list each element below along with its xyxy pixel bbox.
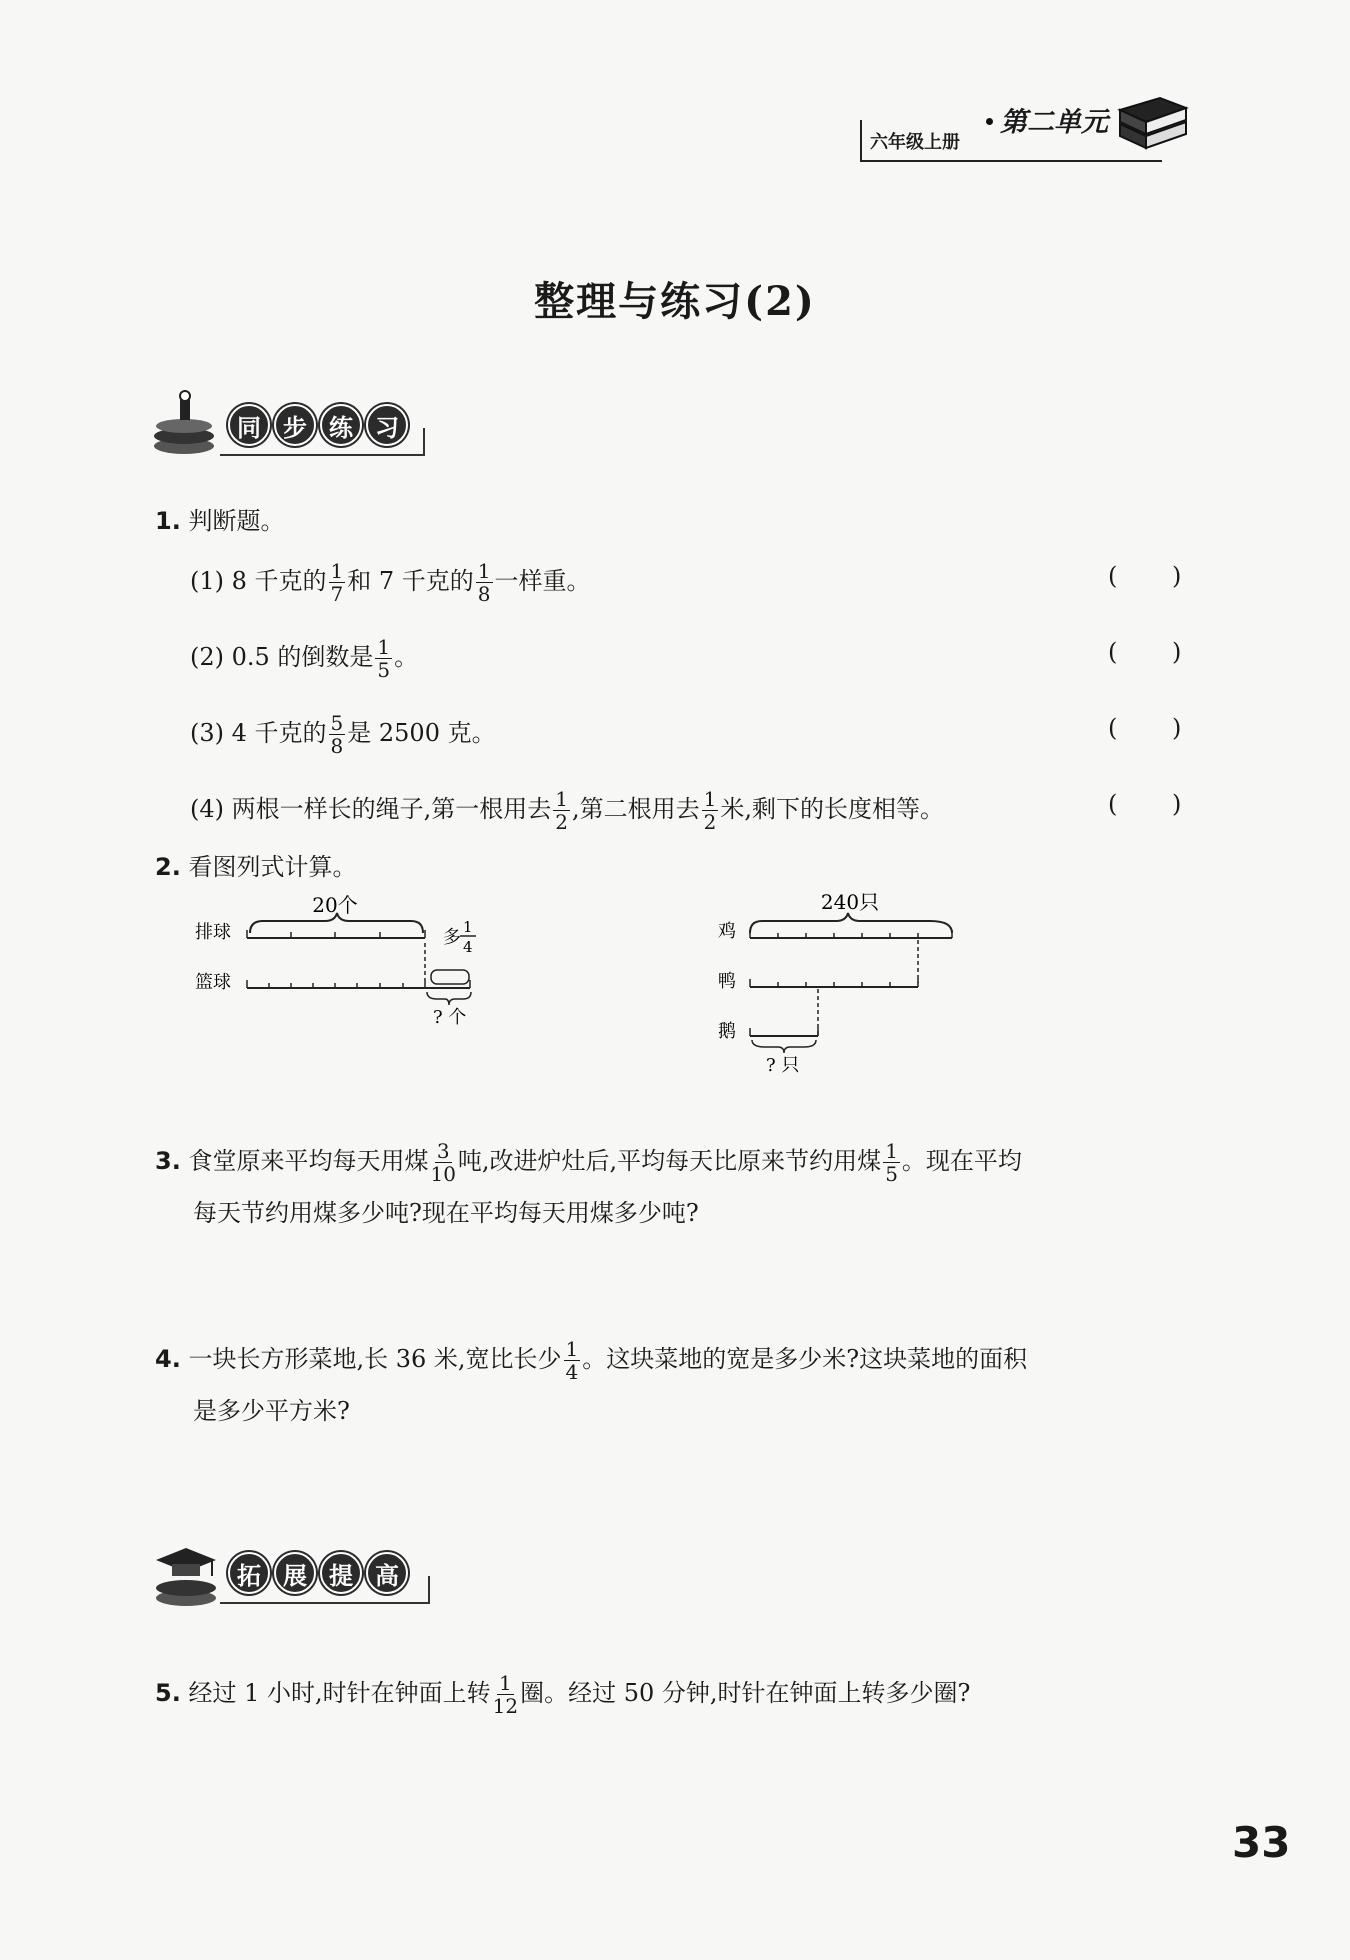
q1-item-text: 一样重。 <box>494 567 591 595</box>
books-icon <box>1110 90 1190 162</box>
fraction: $\frac{3}{10}$ <box>430 1139 456 1186</box>
section-banner-sync <box>150 400 425 456</box>
q5-text: 经过 1 小时,时针在钟面上转 <box>188 1679 491 1707</box>
answer-paren-close: ) <box>1172 790 1182 818</box>
duck-ticks <box>750 979 918 987</box>
fraction: $\frac{1}{5}$ <box>377 635 391 682</box>
ball-total-brace <box>250 913 423 933</box>
more-frac-den: 4 <box>463 938 473 956</box>
more-label: 多 <box>443 927 461 948</box>
poultry-total-label: 240只 <box>820 890 880 914</box>
answer-blank-4[interactable] <box>1122 790 1170 820</box>
q5-text: 圈。经过 50 分钟,时针在钟面上转多少圈? <box>520 1679 971 1707</box>
goose-question-brace <box>752 1040 816 1053</box>
q1-text: 判断题。 <box>188 507 285 535</box>
fraction: $\frac{1}{5}$ <box>885 1139 898 1186</box>
ball-total-label: 20个 <box>312 893 358 917</box>
q1-item-text: 和 7 千克的 <box>347 567 474 595</box>
banner-char: 提 <box>320 1552 362 1594</box>
unit-label: 第二单元 <box>1000 107 1108 138</box>
q3-line1 <box>155 1140 1022 1185</box>
fraction: $\frac{1}{2}$ <box>703 787 717 834</box>
fraction: $\frac{1}{7}$ <box>330 559 344 606</box>
chicken-ticks <box>750 930 952 938</box>
fraction: $\frac{1}{8}$ <box>477 559 491 606</box>
q1-item-3 <box>190 712 496 757</box>
q3-line2: 每天节约用煤多少吨?现在平均每天用煤多少吨? <box>193 1199 699 1227</box>
banner-char: 展 <box>274 1552 316 1594</box>
row-label-basketball: 篮球 <box>195 972 231 993</box>
banner-char: 拓 <box>228 1552 270 1594</box>
answer-paren-open: ( <box>1108 714 1118 742</box>
page-title: 整理与练习(2) <box>534 278 816 325</box>
fraction: $\frac{1}{2}$ <box>555 787 568 834</box>
poultry-question-label: ? 只 <box>766 1055 800 1075</box>
ball-question-label: ? 个 <box>433 1007 467 1028</box>
q2-number: 2. <box>155 853 181 881</box>
q3-text: 食堂原来平均每天用煤 <box>188 1147 429 1175</box>
diagram-poultry <box>710 885 990 1075</box>
ball-extra-box <box>431 970 469 984</box>
q1-item-2 <box>190 636 418 681</box>
banner-char: 练 <box>320 404 362 446</box>
q4-number: 4. <box>155 1345 181 1373</box>
fraction: $\frac{1}{12}$ <box>492 1671 519 1718</box>
q4-text: 。这块菜地的宽是多少米?这块菜地的面积 <box>582 1345 1028 1373</box>
ball-question-brace <box>427 992 471 1005</box>
answer-blank-3[interactable] <box>1122 714 1170 744</box>
fraction: $\frac{1}{4}$ <box>565 1337 579 1384</box>
q3-number: 3. <box>155 1147 181 1175</box>
q1-item-text: ,第二根用去 <box>572 795 700 823</box>
q1-stem <box>155 506 284 536</box>
q5-line1 <box>155 1672 970 1717</box>
row-label-duck: 鸭 <box>718 971 736 992</box>
q2-text: 看图列式计算。 <box>188 853 357 881</box>
q1-item-text: 米,剩下的长度相等。 <box>720 795 945 823</box>
row-label-volleyball: 排球 <box>195 922 231 943</box>
row-label-goose: 鹅 <box>718 1021 736 1042</box>
answer-paren-close: ) <box>1172 562 1182 590</box>
banner-char: 高 <box>366 1552 408 1594</box>
answer-blank-2[interactable] <box>1122 638 1170 668</box>
q1-item-text: (4) 两根一样长的绳子,第一根用去 <box>190 795 552 823</box>
volleyball-ticks <box>247 930 425 938</box>
q1-item-text: (2) 0.5 的倒数是 <box>190 643 374 671</box>
q1-number: 1. <box>155 507 181 535</box>
q1-item-1 <box>190 560 591 605</box>
q1-item-text: 。 <box>394 643 419 671</box>
page-number: 33 <box>1232 1818 1291 1867</box>
answer-paren-close: ) <box>1172 714 1182 742</box>
q4-line1 <box>155 1338 1027 1383</box>
q1-item-text: (1) 8 千克的 <box>190 567 327 595</box>
answer-paren-open: ( <box>1108 790 1118 818</box>
q4-line2: 是多少平方米? <box>193 1397 350 1425</box>
q1-item-text: (3) 4 千克的 <box>190 719 327 747</box>
banner-char: 步 <box>274 404 316 446</box>
q1-item-text: 是 2500 克。 <box>347 719 496 747</box>
q2-stem <box>155 852 356 882</box>
row-label-chicken: 鸡 <box>718 921 736 942</box>
q3-text: 。现在平均 <box>901 1147 1022 1175</box>
banner-char: 习 <box>366 404 408 446</box>
q5-number: 5. <box>155 1679 181 1707</box>
answer-paren-open: ( <box>1108 638 1118 666</box>
book-lamp-icon <box>150 390 220 460</box>
poultry-total-brace <box>750 913 952 933</box>
answer-paren-close: ) <box>1172 638 1182 666</box>
grade-label: 六年级上册 <box>870 132 960 153</box>
diagram-ball <box>185 885 505 1035</box>
answer-paren-open: ( <box>1108 562 1118 590</box>
banner-char: 同 <box>228 404 270 446</box>
more-frac-num: 1 <box>463 918 473 936</box>
q1-item-4 <box>190 788 944 833</box>
header-dot <box>986 118 993 125</box>
section-banner-ext <box>150 1548 430 1604</box>
q4-text: 一块长方形菜地,长 36 米,宽比长少 <box>188 1345 562 1373</box>
graduation-cap-icon <box>150 1540 222 1610</box>
fraction: $\frac{5}{8}$ <box>330 711 344 758</box>
answer-blank-1[interactable] <box>1122 562 1170 592</box>
q3-text: 吨,改进炉灶后,平均每天比原来节约用煤 <box>457 1147 882 1175</box>
